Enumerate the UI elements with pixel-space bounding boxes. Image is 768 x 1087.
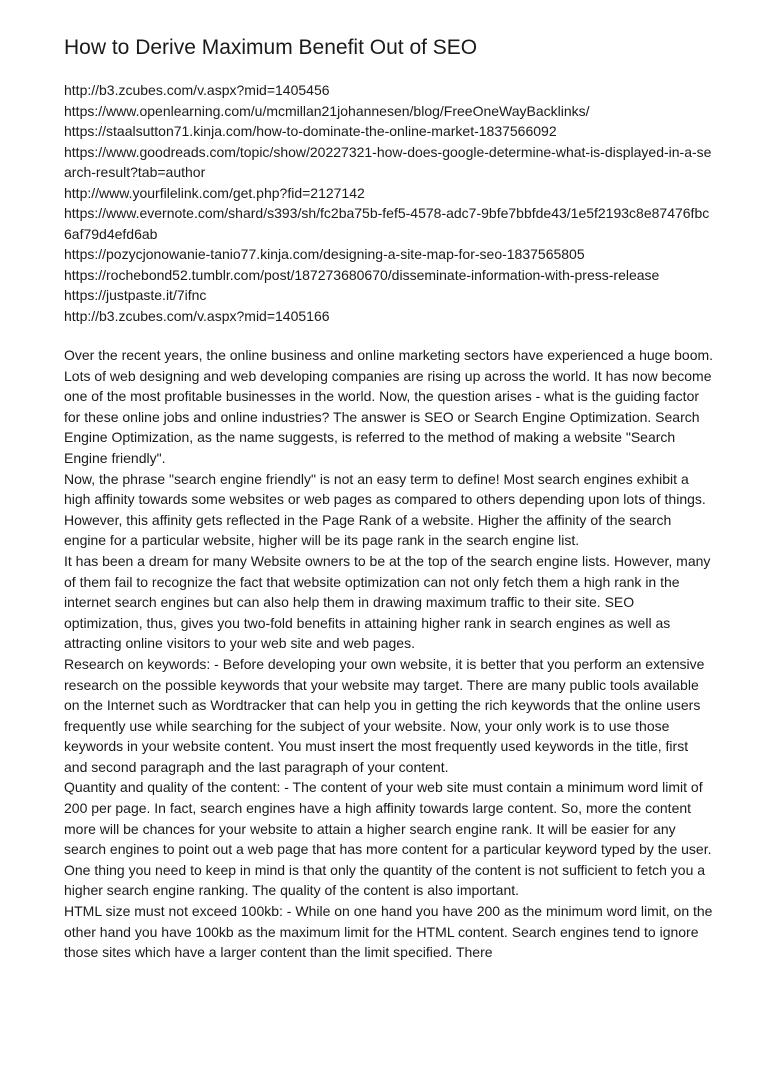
body-paragraph: Over the recent years, the online business and online marketing sectors have experienced a huge boom. Lots of web designing and web developing companies are rising up across the world. It has now become one of the most profitable businesses in the world. Now, the question arises - what is the guiding factor for these online jobs and online industries? The answer is SEO or Search Engine Optimization. Search Engine Optimization, as the name suggests, is referred to the method of making a website "Search Engine friendly". <box>64 347 714 466</box>
link-list <box>64 80 714 326</box>
link-item[interactable]: https://staalsutton71.kinja.com/how-to-dominate-the-online-market-1837566092 <box>64 123 557 139</box>
link-item[interactable]: https://www.evernote.com/shard/s393/sh/fc2ba75b-fef5-4578-adc7-9bfe7bbfde43/1e5f2193c8e87476fbc6af79d4efd6ab <box>64 205 710 242</box>
body-paragraph: It has been a dream for many Website owners to be at the top of the search engine lists. However, many of them fail to recognize the fact that website optimization can not only fetch them a high rank in the internet search engines but can also help them in drawing maximum traffic to their site. SEO optimization, thus, gives you two-fold benefits in attaining higher rank in search engines as well as attracting online visitors to your web site and web pages. <box>64 552 711 652</box>
body-paragraph: Quantity and quality of the content: - The content of your web site must contain a minimum word limit of 200 per page. In fact, search engines have a high affinity towards large content. So, more the content more will be chances for your website to attain a higher search engine rank. It will be easier for any search engines to point out a web page that has more content for a particular keyword typed by the user. One thing you need to keep in mind is that only the quantity of the content is not sufficient to fetch you a higher search engine ranking. The quality of the content is also important. <box>64 779 712 899</box>
link-item[interactable]: http://b3.zcubes.com/v.aspx?mid=1405166 <box>64 307 330 324</box>
link-item[interactable]: http://www.yourfilelink.com/get.php?fid=2127142 <box>64 184 365 201</box>
section-spacer <box>64 326 714 345</box>
body-paragraph: Research on keywords: - Before developing your own website, it is better that you perform an extensive research on the possible keywords that your website may target. There are many public tools available on the Internet such as Wordtracker that can help you in getting the rich keywords that the online users frequently use while searching for the subject of your website. Now, your only work is to use those keywords in your website content. You must insert the most frequently used keywords in the title, first and second paragraph and the last paragraph of your content. <box>64 655 705 775</box>
link-item[interactable]: https://www.openlearning.com/u/mcmillan21johannesen/blog/FreeOneWayBacklinks/ <box>64 102 590 119</box>
page-title: How to Derive Maximum Benefit Out of SEO <box>64 36 478 59</box>
body-paragraph: HTML size must not exceed 100kb: - While on one hand you have 200 as the minimum word limit, on the other hand you have 100kb as the maximum limit for the HTML content. Search engines tend to ignore those sites which have a larger content than the limit specified. There <box>64 903 713 961</box>
document-page <box>64 34 714 963</box>
link-item[interactable]: https://rochebond52.tumblr.com/post/187273680670/disseminate-information-with-press-release <box>64 266 660 283</box>
link-item[interactable]: https://www.goodreads.com/topic/show/20227321-how-does-google-determine-what-is-displayed-in-a-search-result?tab=author <box>64 143 712 180</box>
link-item[interactable]: http://b3.zcubes.com/v.aspx?mid=1405456 <box>64 82 330 98</box>
link-item[interactable]: https://pozycjonowanie-tanio77.kinja.com/designing-a-site-map-for-seo-1837565805 <box>64 246 585 262</box>
body-paragraph: Now, the phrase "search engine friendly" is not an easy term to define! Most search engines exhibit a high affinity towards some websites or web pages as compared to others depending upon lots of things. However, this affinity gets reflected in the Page Rank of a website. Higher the affinity of the search engine for a particular website, higher will be its page rank in the search engine list. <box>64 470 706 549</box>
link-item[interactable]: https://justpaste.it/7ifnc <box>64 287 207 303</box>
